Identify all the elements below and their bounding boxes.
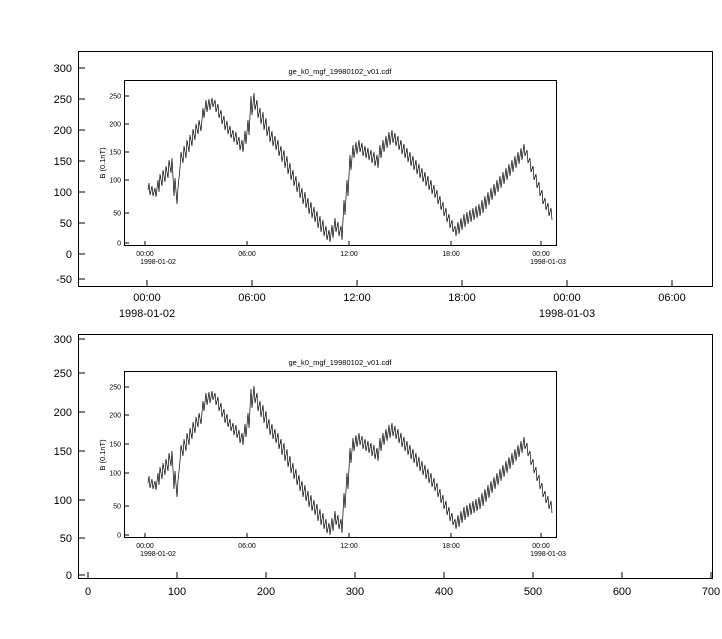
bottom-outer-yaxis [54, 334, 85, 582]
top-ytick-label: 150 [53, 156, 72, 168]
bottom-inner-ytick-label: 0 [117, 532, 121, 540]
bottom-inner-xdate-left: 1998-01-02 [140, 551, 176, 558]
top-xtick-label: 00:00 [553, 292, 581, 304]
bottom-ytick-label: 0 [65, 570, 72, 582]
bottom-outer-xaxis [85, 572, 720, 598]
top-inner-xtick-label: 18:00 [442, 251, 460, 258]
top-inner-ytick-label: 150 [109, 149, 121, 157]
bottom-series-line [148, 386, 552, 535]
bottom-xtick-label: 500 [523, 586, 543, 598]
bottom-xtick-label: 0 [84, 586, 92, 598]
top-xtick-label: 06:00 [658, 292, 686, 304]
bottom-xtick-label: 100 [167, 586, 187, 598]
bottom-ytick-label: 250 [53, 368, 72, 380]
top-inner-plot [98, 67, 566, 266]
top-outer-yaxis [54, 63, 85, 286]
top-inner-xdate-left: 1998-01-02 [140, 259, 176, 266]
top-ytick-label: 300 [53, 63, 72, 75]
bottom-xtick-label: 700 [701, 586, 721, 598]
top-ytick-label: 200 [53, 125, 72, 137]
bottom-inner-xtick-label: 12:00 [340, 543, 358, 550]
top-inner-xdate-right: 1998-01-03 [530, 259, 566, 266]
bottom-inner-ytick-label: 200 [109, 412, 121, 420]
bottom-inner-plot [98, 358, 566, 558]
bottom-ytick-label: 50 [59, 533, 72, 545]
top-ytick-label: 250 [53, 94, 72, 106]
top-inner-frame [125, 81, 557, 246]
top-inner-ytick-label: 100 [109, 177, 121, 185]
bottom-xtick-label: 400 [434, 586, 454, 598]
top-xaxis-date-left: 1998-01-02 [118, 308, 176, 320]
bottom-inner-ytick-label: 100 [109, 470, 121, 478]
top-ytick-label: 50 [59, 218, 72, 230]
top-ytick-label: 0 [65, 249, 72, 261]
top-xtick-label: 00:00 [133, 292, 161, 304]
top-data-trace [148, 93, 552, 242]
bottom-inner-xdate-right: 1998-01-03 [530, 551, 566, 558]
top-inner-ytick-label: 250 [109, 93, 121, 101]
bottom-panel [54, 334, 721, 598]
top-xaxis-date-right: 1998-01-03 [538, 308, 596, 320]
top-xtick-label: 18:00 [448, 292, 476, 304]
bottom-data-trace [148, 386, 552, 535]
bottom-inner-xaxis [136, 533, 566, 558]
bottom-inner-xtick-label: 18:00 [442, 543, 460, 550]
top-inner-ytick-label: 200 [109, 121, 121, 129]
top-xtick-label: 06:00 [238, 292, 266, 304]
top-inner-xtick-label: 06:00 [238, 251, 256, 258]
bottom-inner-frame [125, 372, 557, 538]
bottom-inner-yaxis [109, 385, 129, 540]
bottom-inner-xtick-label: 00:00 [532, 543, 550, 550]
top-inner-xtick-label: 12:00 [340, 251, 358, 258]
bottom-xtick-label: 300 [345, 586, 365, 598]
bottom-xtick-label: 200 [256, 586, 276, 598]
top-inner-yaxis [109, 94, 129, 248]
bottom-inner-ylabel: B (0.1nT) [98, 439, 107, 471]
bottom-inner-ytick-label: 150 [109, 441, 121, 449]
bottom-ytick-label: 300 [53, 334, 72, 346]
bottom-xtick-label: 600 [612, 586, 632, 598]
top-panel [54, 52, 713, 321]
top-ytick-label: -50 [56, 274, 72, 286]
top-inner-xaxis [136, 241, 566, 266]
top-ytick-group [54, 63, 85, 286]
top-outer-frame [79, 52, 713, 287]
top-ytick-label: 100 [53, 187, 72, 199]
bottom-ytick-label: 150 [53, 446, 72, 458]
top-inner-ytick-label: 0 [117, 240, 121, 248]
top-series-line [148, 93, 552, 242]
bottom-ytick-label: 100 [53, 495, 72, 507]
top-xtick-label: 12:00 [343, 292, 371, 304]
top-inner-ytick-label: 50 [113, 210, 121, 218]
bottom-inner-title: ge_k0_mgf_19980102_v01.cdf [288, 358, 392, 367]
top-inner-title: ge_k0_mgf_19980102_v01.cdf [288, 67, 392, 76]
top-inner-xtick-label: 00:00 [532, 251, 550, 258]
bottom-ytick-label: 200 [53, 407, 72, 419]
bottom-inner-ytick-label: 50 [113, 503, 121, 511]
bottom-inner-ytick-label: 250 [109, 384, 121, 392]
bottom-inner-xtick-label: 00:00 [136, 543, 154, 550]
top-inner-xtick-label: 00:00 [136, 251, 154, 258]
top-inner-ylabel: B (0.1nT) [98, 147, 107, 179]
bottom-inner-xtick-label: 06:00 [238, 543, 256, 550]
